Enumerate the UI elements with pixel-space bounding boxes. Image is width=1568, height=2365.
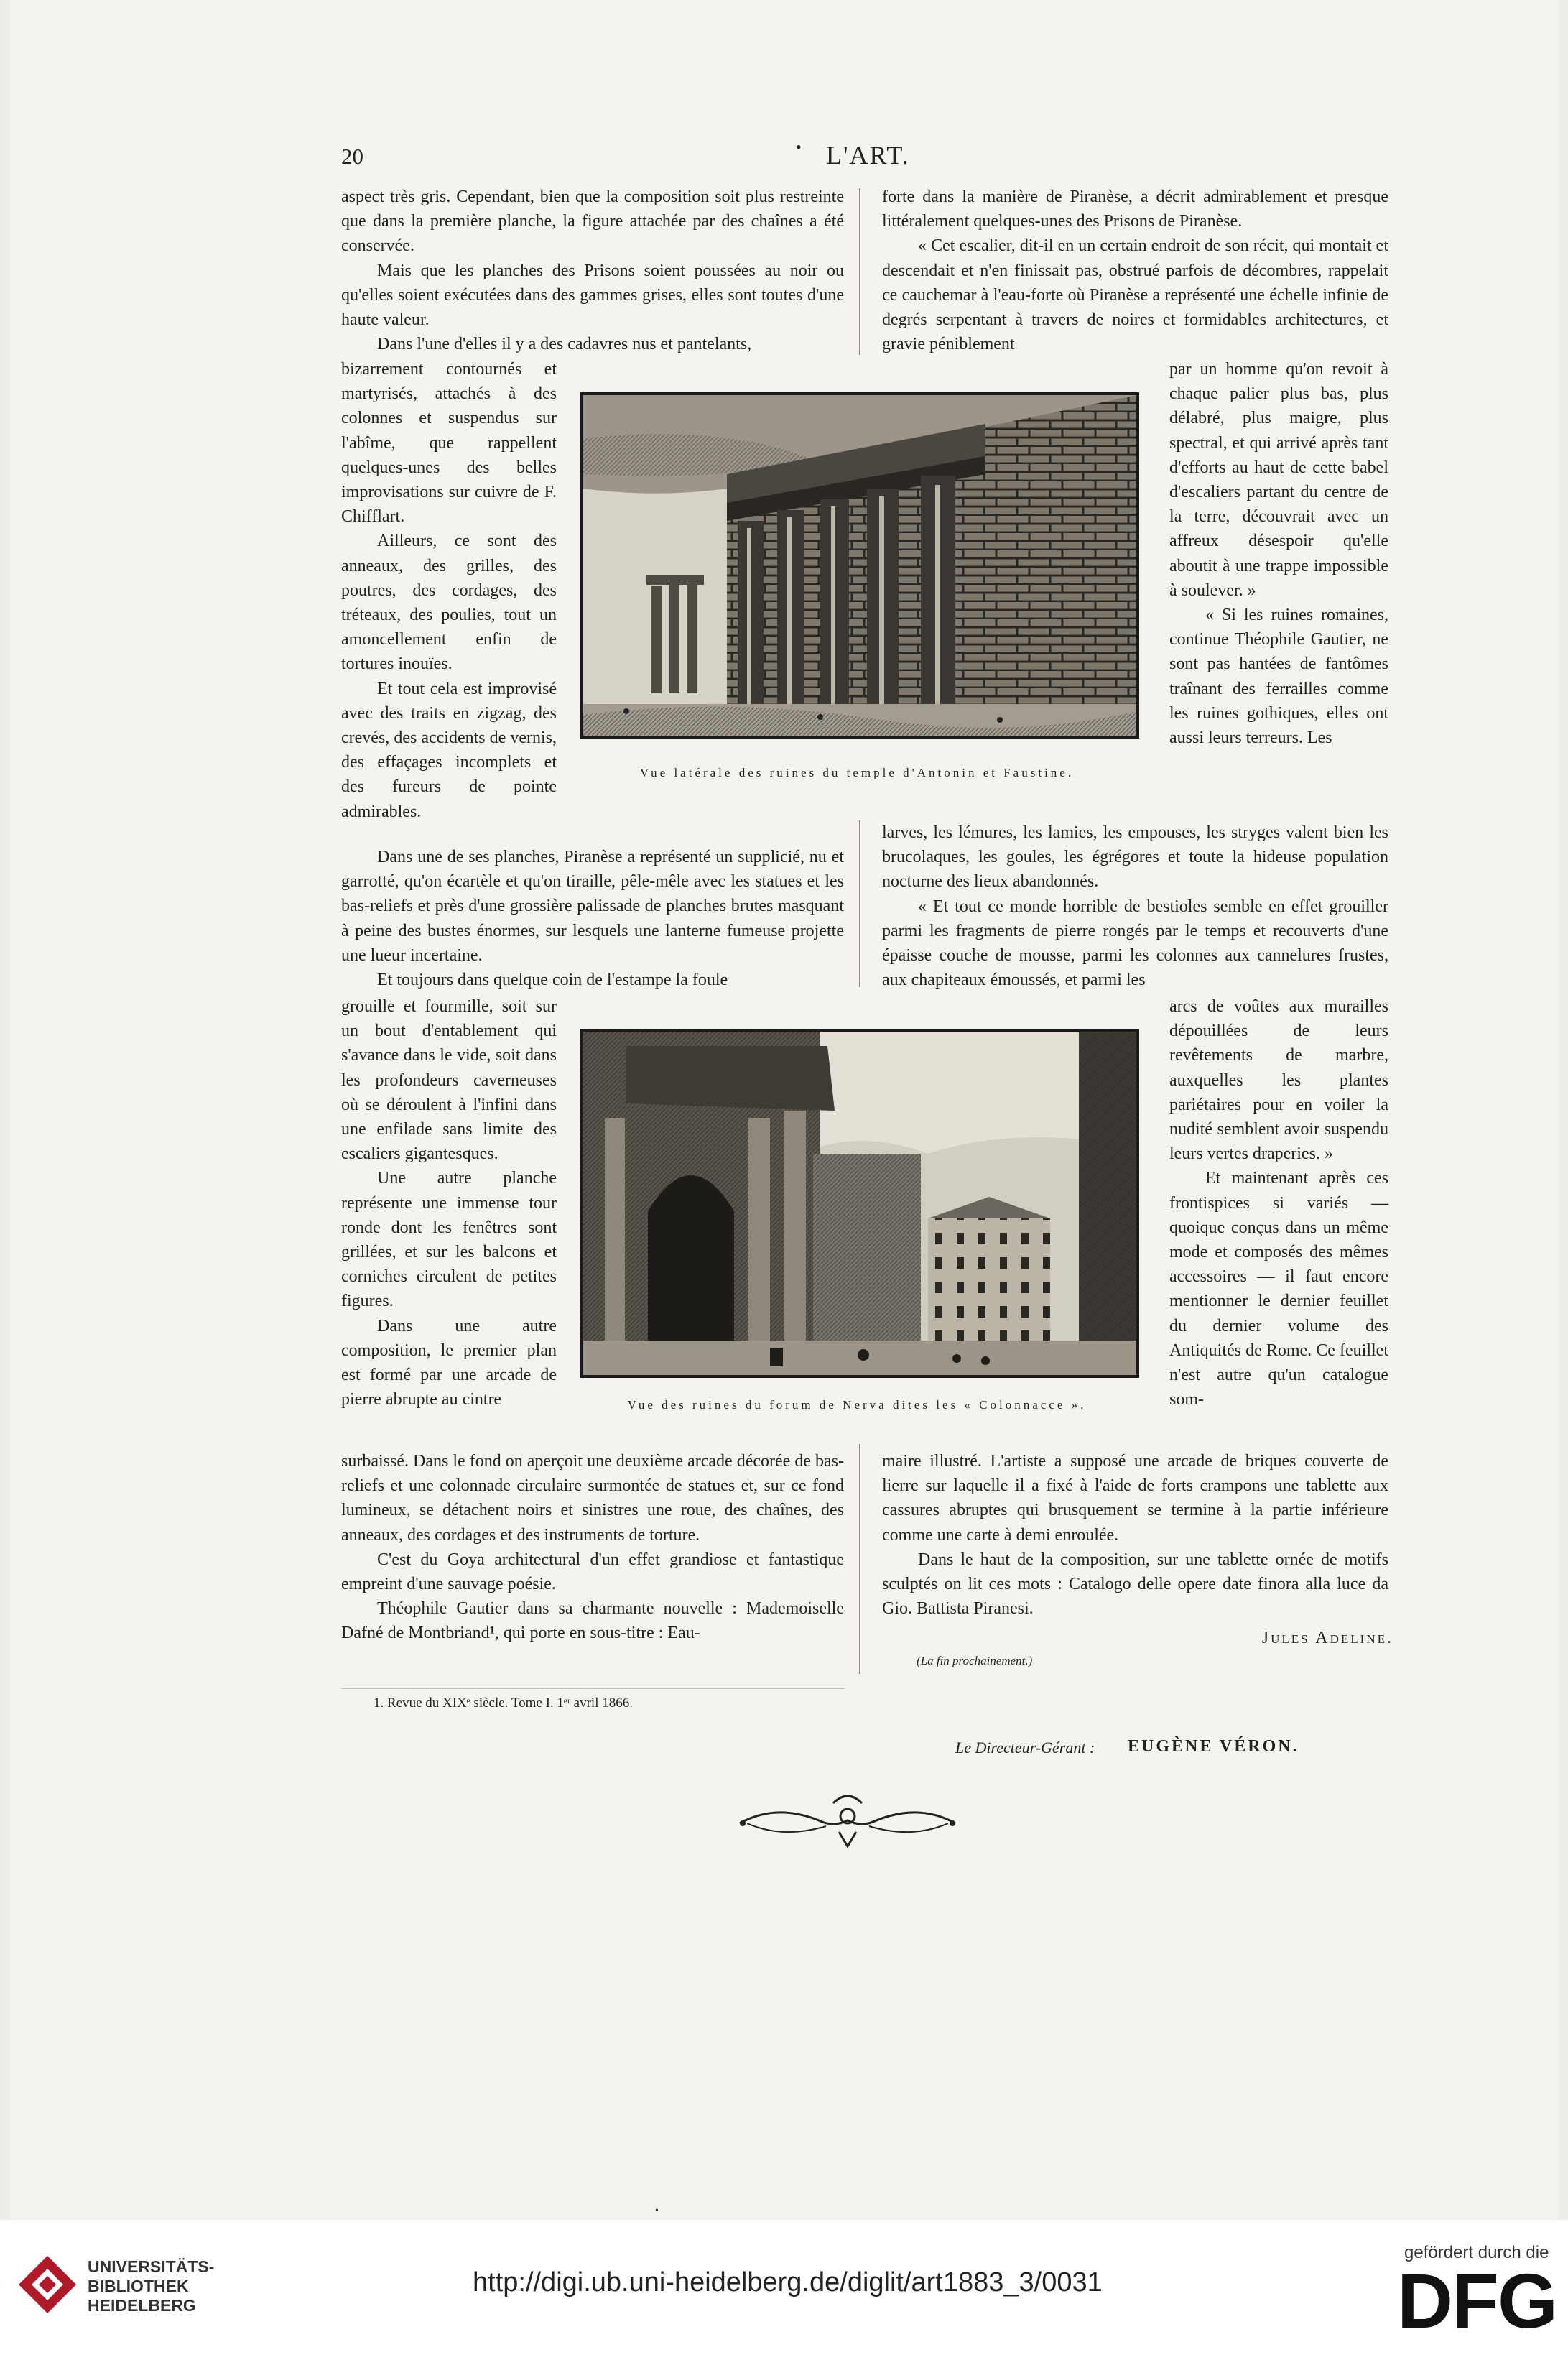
right-wrap-text-1: par un homme qu'on revoit à chaque palier plus bas, plus délabré, plus maigre, plus spectral, et qui arrivé après tant d'efforts au haut de cette babel d'escaliers partant du centre de la terre, découvrait avec un affreux désespoir qu'elle aboutit à une trappe impossible à soulever. » « Si les ruines romaines, continue Théophile Gautier, ne sont pas hantées de fantômes traînant des ferrailles comme les ruines gothiques, elles ont aussi leurs terreurs. Les xyxy=(1169,360,1388,748)
left-column-middle: Dans une de ses planches, Piranèse a représenté un supplicié, nu et garrotté, qu'on écartèle et qu'on tiraille, pêle-mêle avec les statues et les bas-reliefs et près d'une grossière palissade de planches brutes masquant à peine des bustes énormes, sur lesquels une lanterne fumeuse projette une lueur incertaine. Et toujours dans quelque coin de l'estampe la foule xyxy=(341,848,844,990)
left-wrap-text-2: grouille et fourmille, soit sur un bout d'entablement qui s'avance dans le vide, soit dans les profondeurs caverneuses où se déroulent à l'infini dans une enfilade sans limite des escaliers gigantesques. Une autre planche représente une immense tour ronde dont les fenêtres sont grillées, et sur les balcons et corniches circulent de petites figures. Dans une autre composition, le premier plan est formé par une arcade de pierre abrupte au cintre xyxy=(341,997,557,1410)
director-name: EUGÈNE VÉRON. xyxy=(1128,1737,1299,1756)
library-logo-icon xyxy=(19,2256,76,2313)
plate-caption-2: Vue des ruines du forum de Nerva dites les « Colonnacce ». xyxy=(627,1398,1087,1412)
right-column-bottom: maire illustré. L'artiste a supposé une arcade de briques couverte de lierre sur laquelle il a fixé à l'aide de forts crampons une tablette aux cassures abruptes qui brusquement se termine à la partie inférieure comme une carte à demi enroulée. Dans le haut de la composition, sur une tablette ornée de motifs sculptés on lit ces mots : Catalogo delle opere date finora alla luce da Gio. Battista Piranesi. xyxy=(882,1452,1388,1619)
director-label: Le Directeur-Gérant : xyxy=(955,1739,1095,1757)
left-wrap-text-1: bizarrement contournés et martyrisés, attachés à des colonnes et suspendus sur l'abîme, que rappellent quelques-unes des belles improvisations sur cuivre de F. Chifflart. Ailleurs, ce sont des anneaux, des grilles, des poutres, des cordages, des tréteaux, des poulies, tout un amoncellement enfin de tortures inouïes. Et tout cela est improvisé avec des traits en zigzag, des crevés, des accidents de vernis, des effaçages incomplets et des fureurs de pointe admirables. xyxy=(341,360,557,821)
left-column-bottom: surbaissé. Dans le fond on aperçoit une deuxième arcade décorée de bas-reliefs et une colonnade circulaire surmontée de statues et, sur ce fond lumineux, se détachent noirs et sinistres une roue, des chaînes, des anneaux, des cordages et des instruments de torture. C'est du Goya architectural d'un effet grandiose et fantastique empreint d'une sauvage poésie. Théophile Gautier dans sa charmante nouvelle : Mademoiselle Dafné de Montbriand¹, qui porte en sous-titre : Eau- xyxy=(341,1452,844,1643)
funding-note: gefördert durch die xyxy=(1404,2243,1549,2262)
page-mark: • xyxy=(655,2206,659,2216)
engraving-temple-antonin-faustine xyxy=(580,392,1139,739)
right-column-middle: larves, les lémures, les lamies, les empouses, les stryges valent bien les brucolaques, les goules, les égrégores et toute la hideuse population nocturne des lieux abandonnés. « Et tout ce monde horrible de bestioles semble en effet grouiller parmi les fragments de pierre rongés par le temps et recouverts d'une épaisse couche de mousse, parmi les colonnes aux cannelures frustes, aux chapiteaux émoussés, et parmi les xyxy=(882,823,1388,990)
ornament-vignette xyxy=(733,1789,962,1853)
header-dot: • xyxy=(796,138,802,156)
column-rule xyxy=(859,1444,860,1674)
author-signature: Jules Adeline. xyxy=(1261,1629,1393,1647)
plate-caption-1: Vue latérale des ruines du temple d'Antonin et Faustine. xyxy=(639,766,1075,779)
continuation-note: (La fin prochainement.) xyxy=(917,1654,1033,1667)
page-number: 20 xyxy=(341,144,363,169)
engraving-forum-nerva xyxy=(580,1029,1139,1378)
footnote: 1. Revue du XIXᵉ siècle. Tome I. 1ᵉʳ avril 1866. xyxy=(374,1695,633,1711)
right-wrap-text-2: arcs de voûtes aux murailles dépouillées de leurs revêtements de marbre, auxquelles les plantes pariétaires pour en voiler la nudité semblent avoir suspendu leurs vertes draperies. » Et maintenant après ces frontispices si variés — quoique conçus dans un même mode et composés des mêmes accessoires — il faut encore mentionner le dernier feuillet du dernier volume des Antiquités de Rome. Ce feuillet n'est autre qu'un catalogue som- xyxy=(1169,997,1388,1410)
footnote-rule xyxy=(341,1688,844,1689)
right-column-top: forte dans la manière de Piranèse, a décrit admirablement et presque littéralement quelques-unes des Prisons de Piranèse. « Cet escalier, dit-il en un certain endroit de son récit, qui montait et descendait et n'en finissait pas, obstrué parfois de décombres, rappelait ce cauchemar à l'eau-forte où Piranèse a représenté une échelle infinie de degrés serpentant à travers de noires et formidables architectures, et gravie péniblement xyxy=(882,188,1388,354)
left-column-top: aspect très gris. Cependant, bien que la composition soit plus restreinte que dans la première planche, la figure attachée par des chaînes a été conservée. Mais que les planches des Prisons soient poussées au noir ou qu'elles soient exécutées dans des gammes grises, elles sont toutes d'une haute valeur. Dans l'une d'elles il y a des cadavres nus et pantelants, xyxy=(341,188,844,354)
source-url-link[interactable]: http://digi.ub.uni-heidelberg.de/diglit/art1883_3/0031 xyxy=(473,2267,1103,2297)
column-rule xyxy=(859,188,860,355)
journal-title: L'ART. xyxy=(826,141,910,170)
dfg-logo: DFG xyxy=(1397,2257,1557,2344)
library-name: UNIVERSITÄTS- BIBLIOTHEK HEIDELBERG xyxy=(88,2257,215,2315)
column-rule xyxy=(859,820,860,987)
